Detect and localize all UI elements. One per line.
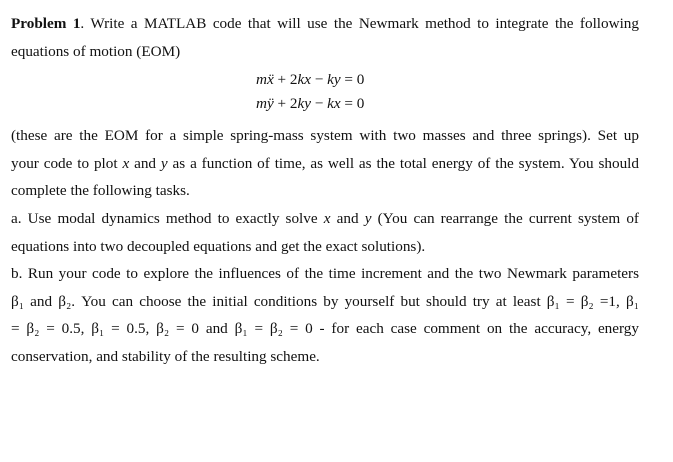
equation-1-minus: − [310,71,328,89]
problem-intro-line-2: equations of motion (EOM) [11,42,181,60]
equation-1-term-1: kx [297,71,311,89]
task-b-line-1: b. Run your code to explore the influences of the time increment and the two Newmark parameters [11,265,639,283]
equation-1-equals: = 0 [340,71,365,89]
variable-y: y [364,209,372,227]
variable-y: y [160,154,168,172]
problem-intro-line-1 [11,10,639,38]
equation-2-mass: m [256,95,267,113]
equation-2-acceleration: ÿ [266,95,274,113]
problem-label: Problem 1 [11,15,81,32]
equation-2-equals: = 0 [340,95,365,113]
equation-2 [11,92,639,116]
task-a-text: and [330,209,365,227]
description-line-3: complete the following tasks. [11,182,190,200]
equation-2-term-1: ky [297,95,311,113]
equation-1-plus: + 2 [273,71,298,89]
description-text: as a function of time, as well as the total energy of the system. You should [167,154,639,172]
description-text: and [129,154,161,172]
equation-1-term-2: ky [327,71,341,89]
problem-document [11,10,639,371]
equation-1-mass: m [256,71,267,89]
equation-2-term-2: kx [327,95,341,113]
task-b-line-3: = β₂ = 0.5, β₁ = 0.5, β₂ = 0 and β₁ = β₂ = 0 - for each case comment on the accuracy, energy [11,320,639,338]
task-a-text: (You can rearrange the current system of [371,209,639,227]
task-a-text: a. Use modal dynamics method to exactly solve [11,209,324,227]
equation-2-plus: + 2 [273,95,298,113]
variable-x: x [122,154,130,172]
variable-x: x [323,209,331,227]
equations-of-motion [11,68,639,116]
task-b-line-4: conservation, and stability of the resulting scheme. [11,347,320,365]
task-b-line-2: β₁ and β₂. You can choose the initial conditions by yourself but should try at least β₁ = β₂ =1, β₁ [11,292,639,310]
equation-2-minus: − [310,95,328,113]
description-line-1: (these are the EOM for a simple spring-mass system with two masses and three springs). Set up [11,127,639,145]
description-line-2 [11,150,639,178]
task-a-line-2: equations into two decoupled equations and get the exact solutions). [11,237,426,255]
description-text: your code to plot [11,154,123,172]
equation-1 [11,68,639,92]
task-a-line-1 [11,205,639,233]
equation-1-acceleration: ẍ [266,71,274,89]
problem-intro-text: . Write a MATLAB code that will use the Newmark method to integrate the following [80,15,639,32]
